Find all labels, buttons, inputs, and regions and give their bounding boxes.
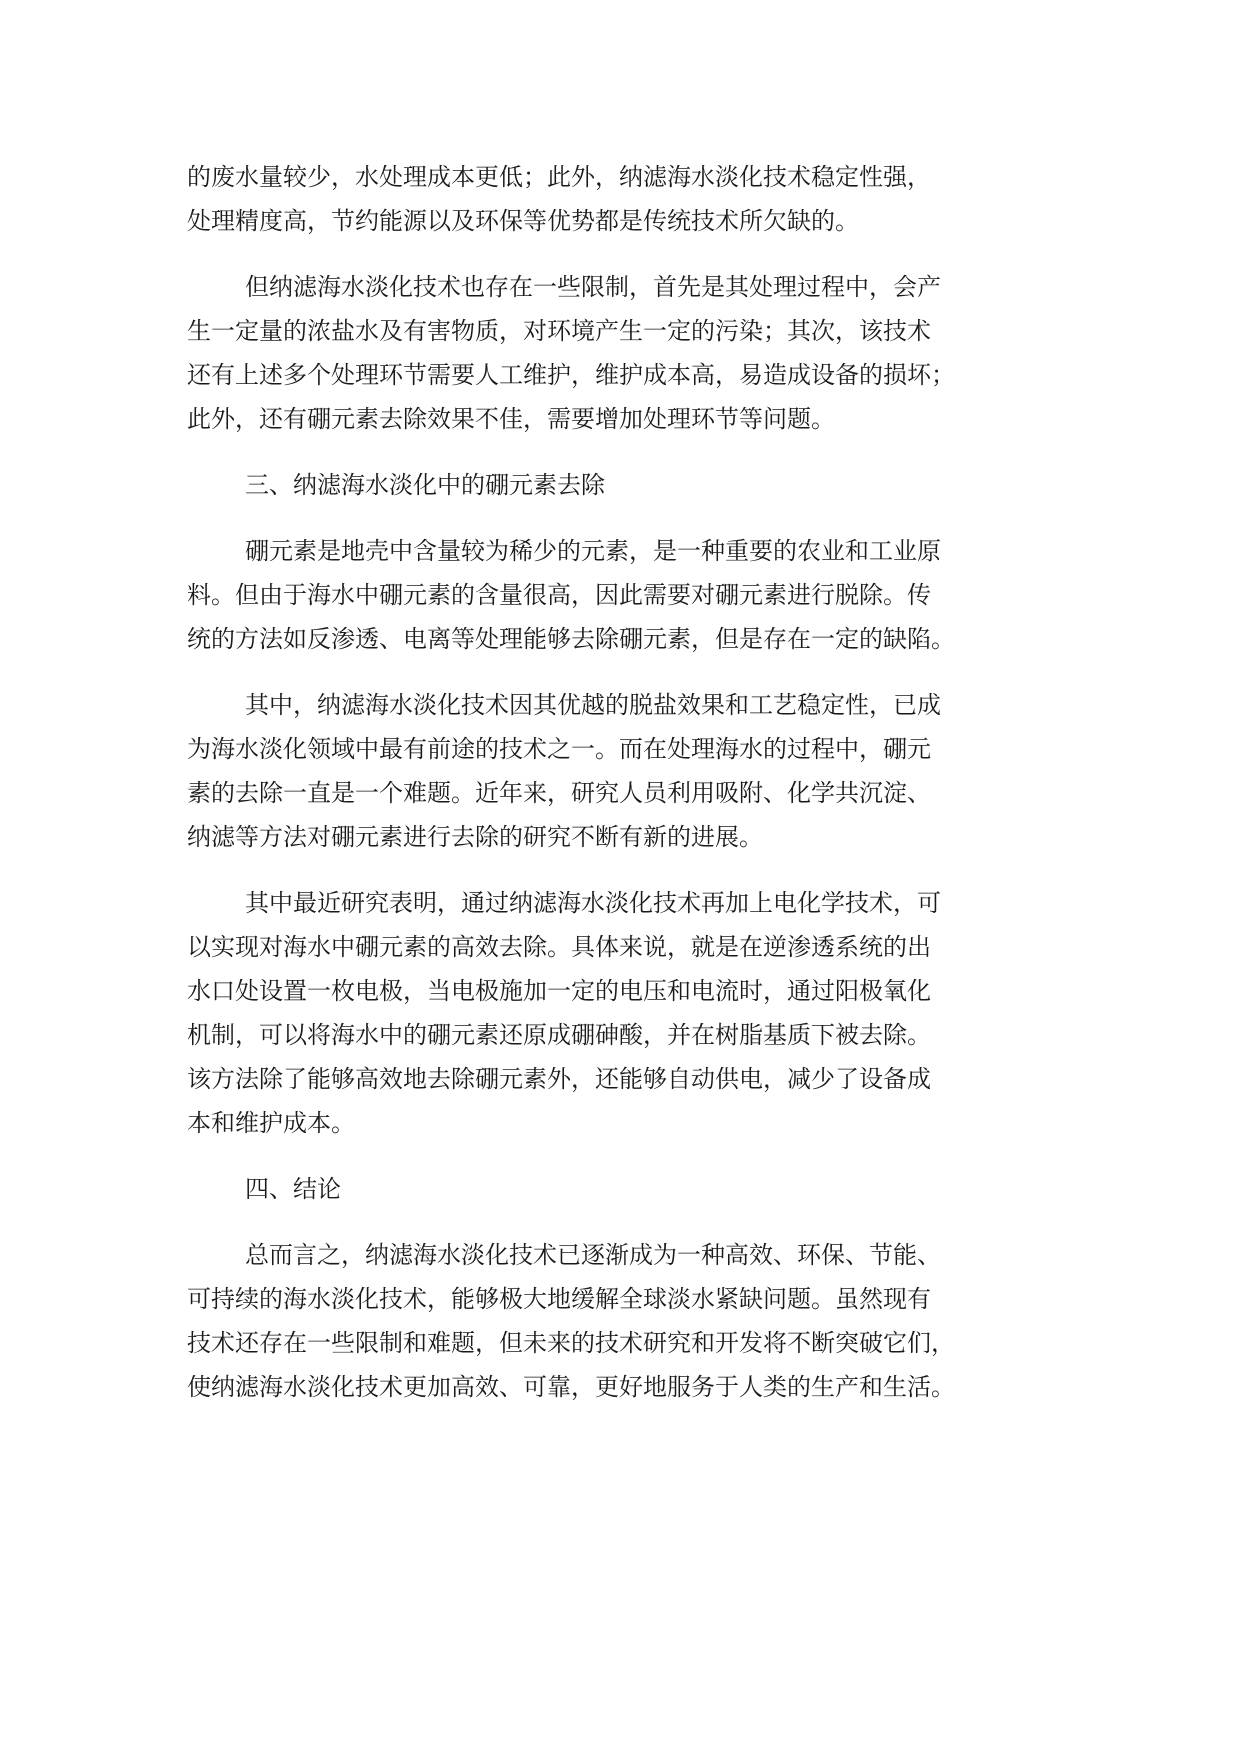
text-line: 机制，可以将海水中的硼元素还原成硼砷酸，并在树脂基质下被去除。: [187, 1021, 931, 1049]
paragraph-conclusion: [187, 1233, 1087, 1409]
text-line: 可持续的海水淡化技术，能够极大地缓解全球淡水紧缺问题。虽然现有: [187, 1285, 931, 1313]
text-line: 技术还存在一些限制和难题，但未来的技术研究和开发将不断突破它们，: [187, 1329, 955, 1357]
text-line: 硼元素是地壳中含量较为稀少的元素，是一种重要的农业和工业原: [245, 537, 941, 565]
text-line: 总而言之，纳滤海水淡化技术已逐渐成为一种高效、环保、节能、: [245, 1241, 941, 1269]
text-line: 该方法除了能够高效地去除硼元素外，还能够自动供电，减少了设备成: [187, 1065, 931, 1093]
paragraph-boron-intro: [187, 529, 1087, 661]
paragraph-limitations: [187, 265, 1087, 441]
text-line: 处理精度高，节约能源以及环保等优势都是传统技术所欠缺的。: [187, 207, 859, 235]
text-line: 此外，还有硼元素去除效果不佳，需要增加处理环节等问题。: [187, 405, 835, 433]
paragraph-nanofiltration-boron: [187, 683, 1087, 859]
text-line: 统的方法如反渗透、电离等处理能够去除硼元素，但是存在一定的缺陷。: [187, 625, 955, 653]
text-line: 生一定量的浓盐水及有害物质，对环境产生一定的污染；其次，该技术: [187, 317, 931, 345]
heading-text: 四、结论: [245, 1175, 341, 1203]
text-line: 水口处设置一枚电极，当电极施加一定的电压和电流时，通过阳极氧化: [187, 977, 931, 1005]
text-line: 其中，纳滤海水淡化技术因其优越的脱盐效果和工艺稳定性，已成: [245, 691, 941, 719]
document-body: [187, 155, 1087, 1431]
text-line: 以实现对海水中硼元素的高效去除。具体来说，就是在逆渗透系统的出: [187, 933, 931, 961]
text-line: 本和维护成本。: [187, 1109, 355, 1137]
text-line: 但纳滤海水淡化技术也存在一些限制，首先是其处理过程中，会产: [245, 273, 941, 301]
text-line: 还有上述多个处理环节需要人工维护，维护成本高，易造成设备的损坏；: [187, 361, 955, 389]
section-heading-boron-removal: [187, 463, 1087, 507]
text-line: 的废水量较少，水处理成本更低；此外，纳滤海水淡化技术稳定性强，: [187, 163, 931, 191]
text-line: 料。但由于海水中硼元素的含量很高，因此需要对硼元素进行脱除。传: [187, 581, 931, 609]
paragraph-electrochemical: [187, 881, 1087, 1145]
text-line: 使纳滤海水淡化技术更加高效、可靠，更好地服务于人类的生产和生活。: [187, 1373, 955, 1401]
text-line: 纳滤等方法对硼元素进行去除的研究不断有新的进展。: [187, 823, 763, 851]
section-heading-conclusion: [187, 1167, 1087, 1211]
text-line: 素的去除一直是一个难题。近年来，研究人员利用吸附、化学共沉淀、: [187, 779, 931, 807]
heading-text: 三、纳滤海水淡化中的硼元素去除: [245, 471, 605, 499]
paragraph-continuation: [187, 155, 1087, 243]
text-line: 其中最近研究表明，通过纳滤海水淡化技术再加上电化学技术，可: [245, 889, 941, 917]
text-line: 为海水淡化领域中最有前途的技术之一。而在处理海水的过程中，硼元: [187, 735, 931, 763]
